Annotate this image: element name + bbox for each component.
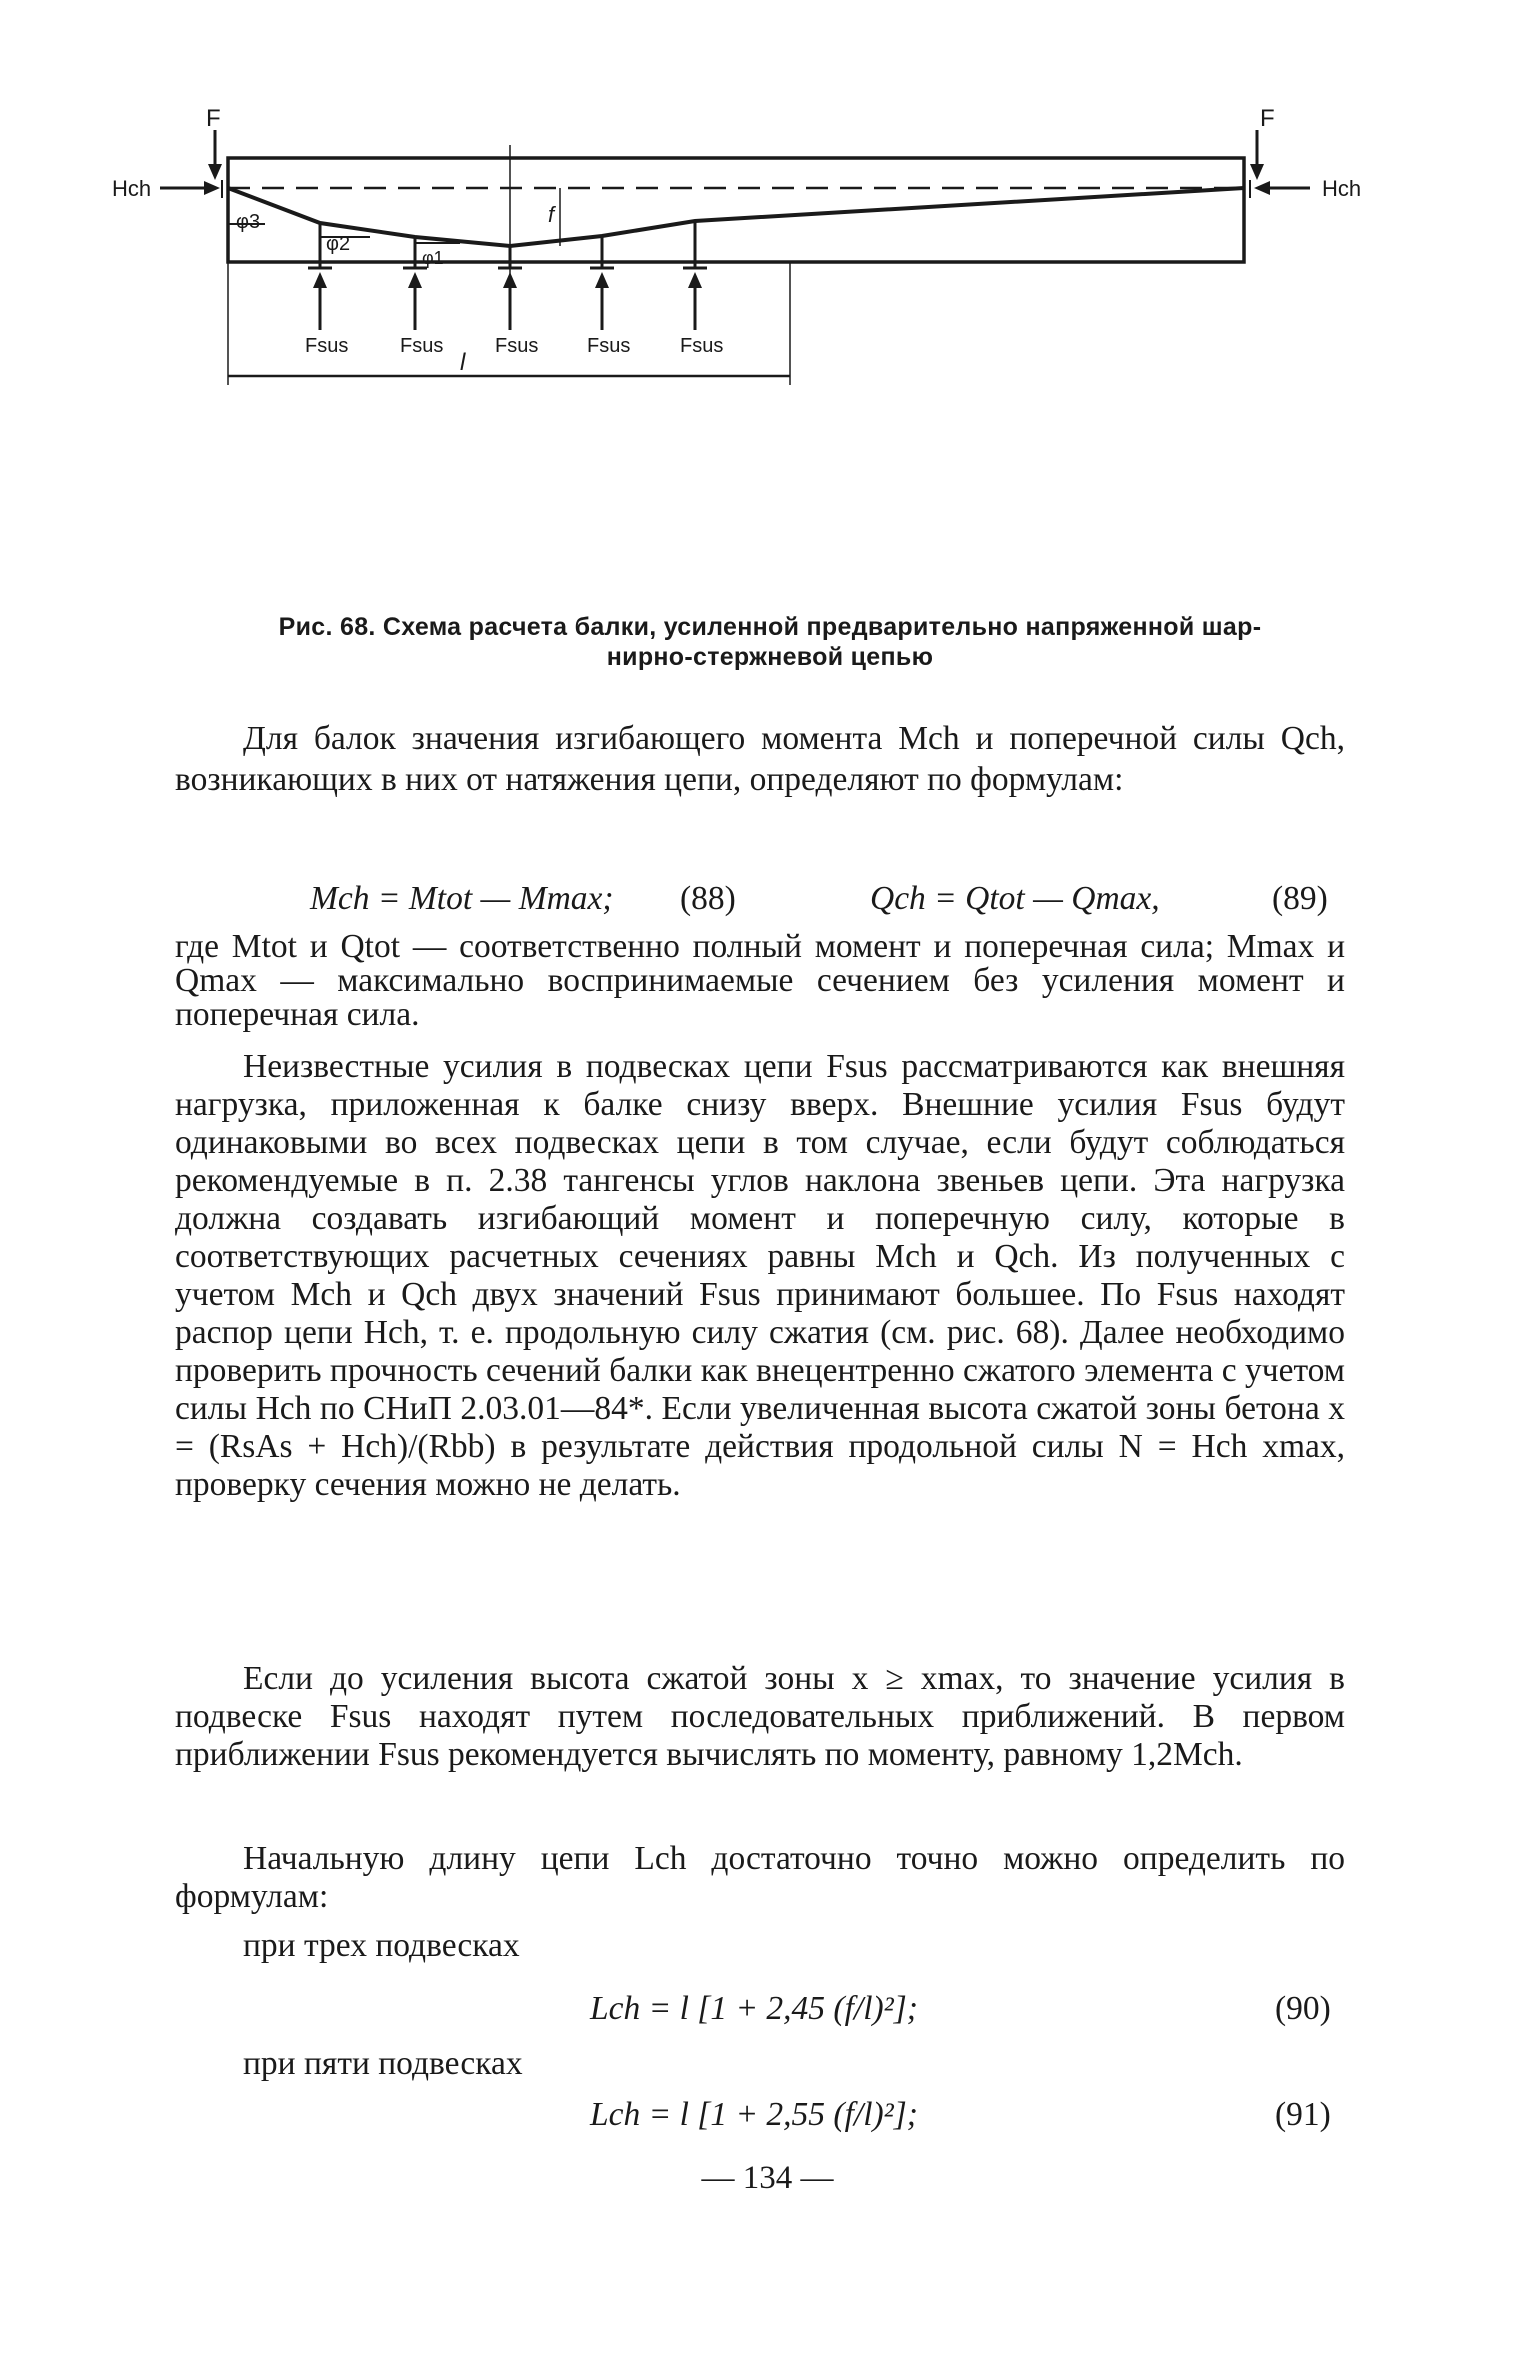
- caption-line-1: Рис. 68. Схема расчета балки, усиленной предварительно напряженной шар-: [278, 613, 1262, 641]
- label-span-l: l: [460, 349, 466, 376]
- label-F-left: F: [206, 105, 221, 132]
- equation-88-number: (88): [680, 880, 736, 917]
- label-f: f: [548, 202, 555, 227]
- figure-caption: [170, 612, 1370, 672]
- caption-line-2: нирно-стержневой цепью: [606, 643, 934, 671]
- paragraph-4: Если до усиления высота сжатой зоны x ≥ xmax, то значение усилия в подвеске Fsus находят путем последовательных приближений. В первом приближении Fsus рекомендуется вычислять по моменту, равному 1,2Mch.: [175, 1660, 1345, 1773]
- paragraph-2: где Mtot и Qtot — соответственно полный момент и поперечная сила; Mmax и Qmax — максимально воспринимаемые сечением без усиления момент и поперечная сила.: [175, 928, 1345, 1033]
- label-phi2: φ2: [326, 233, 351, 255]
- label-fsus-1: Fsus: [305, 335, 349, 357]
- label-phi3: φ3: [236, 211, 261, 233]
- chain-line: [228, 188, 1244, 246]
- equation-90: Lch = l [1 + 2,45 (f/l)²];: [590, 1990, 918, 2027]
- label-phi1: φ1: [422, 248, 444, 268]
- paragraph-7: при пяти подвесках: [243, 2045, 523, 2082]
- label-Hch-right: Hch: [1322, 176, 1362, 201]
- paragraph-1: Для балок значения изгибающего момента Mch и поперечной силы Qch, возникающих в них от натяжения цепи, определяют по формулам:: [175, 720, 1345, 798]
- label-F-right: F: [1260, 105, 1275, 132]
- label-fsus-2: Fsus: [400, 335, 444, 357]
- paragraph-3: Неизвестные усилия в подвесках цепи Fsus рассматриваются как внешняя нагрузка, приложенная к балке снизу вверх. Внешние усилия Fsus будут одинаковыми во всех подвесках цепи в том случае, если будут соблюдаться рекомендуемые в п. 2.38 тангенсы углов наклона звеньев цепи. Эта нагрузка должна создавать изгибающий момент и поперечную силу, которые в соответствующих расчетных сечениях равны Mch и Qch. Из полученных с учетом Mch и Qch двух значений Fsus принимают большее. По Fsus находят распор цепи Hch, т. е. продольную силу сжатия (см. рис. 68). Далее необходимо проверить прочность сечений балки как внецентренно сжатого элемента с учетом силы Hch по СНиП 2.03.01—84*. Если увеличенная высота сжатой зоны бетона x = (RsAs + Hch)/(Rbb) в результате действия продольной силы N = Hch xmax, проверку сечения можно не делать.: [175, 1048, 1345, 1503]
- label-fsus-4: Fsus: [587, 335, 631, 357]
- equation-88: Mch = Mtot — Mmax;: [310, 880, 614, 917]
- label-fsus-3: Fsus: [495, 335, 539, 357]
- label-Hch-left: Hch: [112, 176, 152, 201]
- equation-89: Qch = Qtot — Qmax,: [870, 880, 1160, 917]
- beam-outline: [228, 158, 1244, 262]
- paragraph-5: Начальную длину цепи Lch достаточно точно можно определить по формулам:: [175, 1840, 1345, 1915]
- paragraph-6: при трех подвесках: [243, 1927, 520, 1964]
- label-fsus-5: Fsus: [680, 335, 724, 357]
- beam-scheme-figure: [112, 105, 1380, 590]
- hanger-3: [498, 246, 522, 268]
- page-number: — 134 —: [701, 2160, 834, 2196]
- equation-89-number: (89): [1272, 880, 1328, 917]
- equation-91: Lch = l [1 + 2,55 (f/l)²];: [590, 2096, 918, 2133]
- equation-90-number: (90): [1275, 1990, 1331, 2027]
- equation-91-number: (91): [1275, 2096, 1331, 2133]
